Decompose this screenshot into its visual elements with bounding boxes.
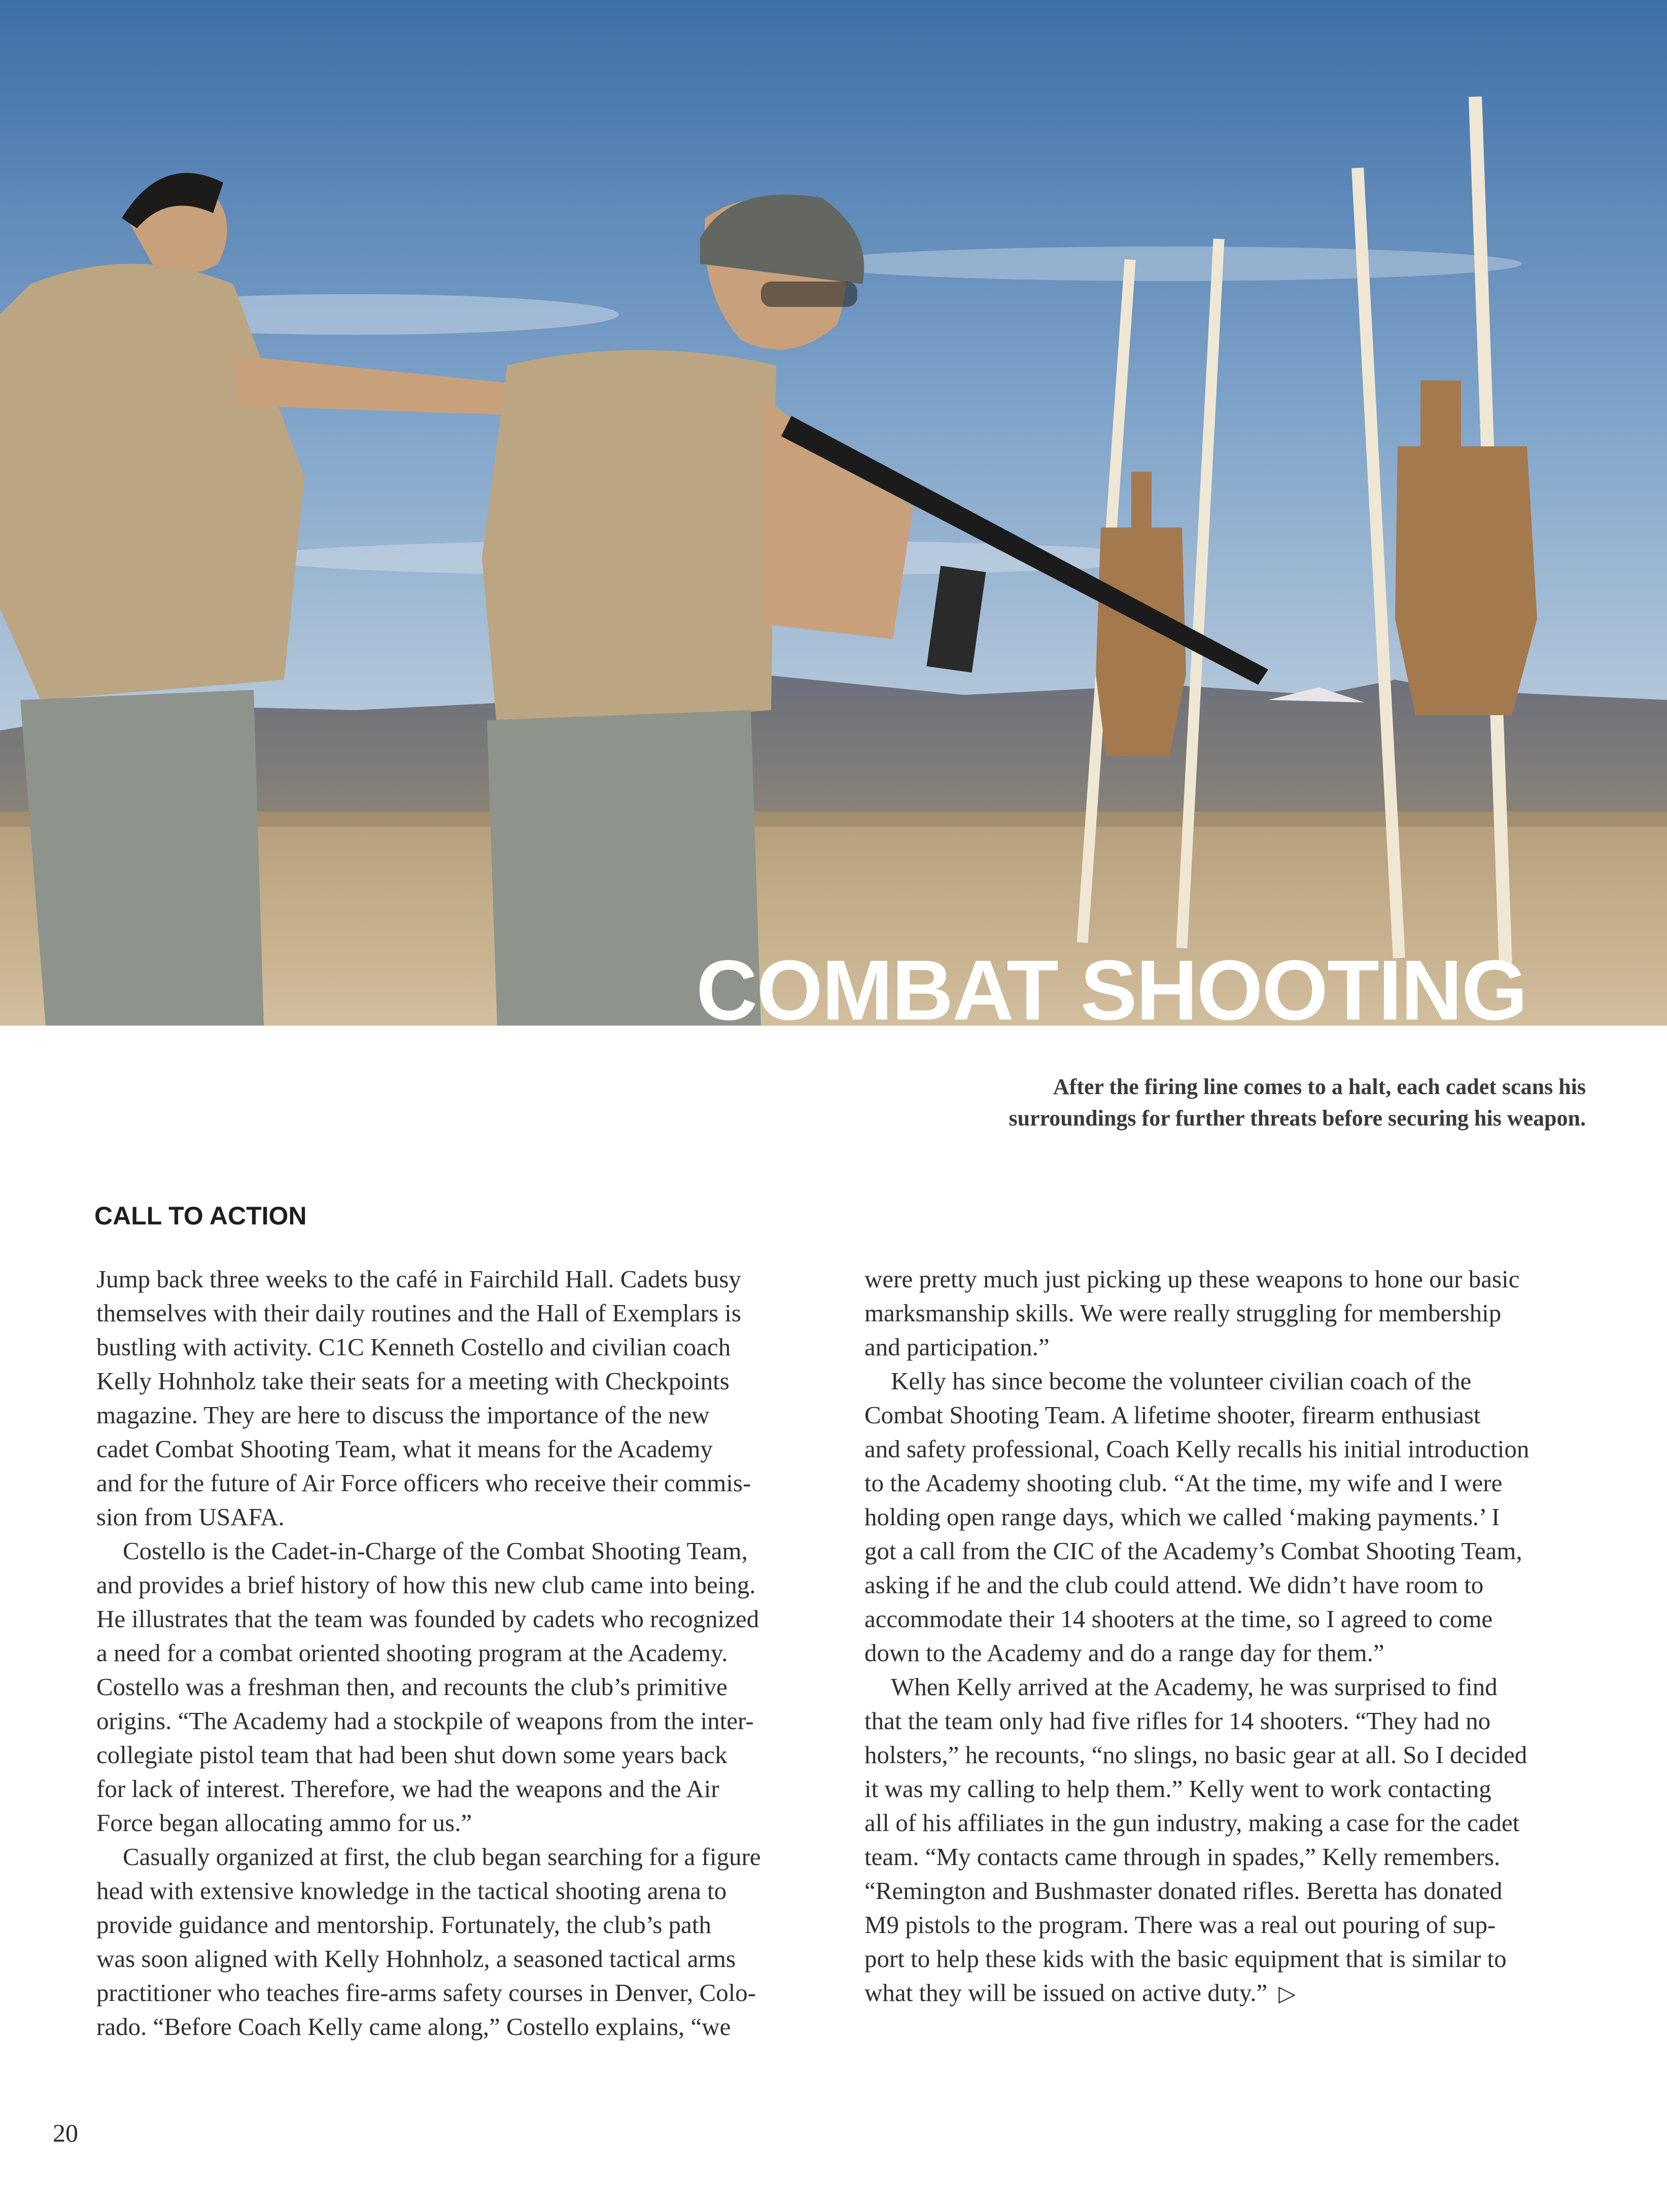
- body-line: Kelly has since become the volunteer civilian coach of the: [891, 1367, 1472, 1395]
- body-line-last: [864, 1976, 1595, 2010]
- caption-line: surroundings for further threats before securing his weapon.: [1009, 1106, 1586, 1131]
- body-line: bustling with activity. C1C Kenneth Costello and civilian coach: [96, 1333, 731, 1361]
- photo-caption: [876, 1071, 1586, 1134]
- body-line: Kelly Hohnholz take their seats for a meeting with Checkpoints: [96, 1367, 730, 1395]
- body-line: origins. “The Academy had a stockpile of weapons from the inter-: [96, 1707, 754, 1735]
- body-line: holding open range days, which we called ‘making payments.’ I: [864, 1503, 1500, 1531]
- body-line: were pretty much just picking up these weapons to hone our basic: [864, 1265, 1520, 1293]
- body-line: port to help these kids with the basic equipment that is similar to: [864, 1945, 1507, 1973]
- body-line: When Kelly arrived at the Academy, he was surprised to find: [891, 1673, 1498, 1701]
- body-line: Jump back three weeks to the café in Fairchild Hall. Cadets busy: [96, 1265, 741, 1293]
- body-line: Combat Shooting Team. A lifetime shooter, firearm enthusiast: [864, 1401, 1481, 1429]
- body-line: Costello is the Cadet-in-Charge of the Combat Shooting Team,: [123, 1537, 748, 1565]
- body-line: practitioner who teaches fire-arms safety courses in Denver, Colo-: [96, 1979, 756, 2007]
- body-line: Force began allocating ammo for us.”: [96, 1809, 472, 1837]
- body-line: and safety professional, Coach Kelly recalls his initial introduction: [864, 1435, 1530, 1463]
- body-line: asking if he and the club could attend. We didn’t have room to: [864, 1571, 1484, 1599]
- body-line: collegiate pistol team that had been shut down some years back: [96, 1741, 727, 1769]
- body-line: and participation.”: [864, 1333, 1050, 1361]
- body-line: rado. “Before Coach Kelly came along,” Costello explains, “we: [96, 2013, 731, 2041]
- body-line: M9 pistols to the program. There was a real out pouring of sup-: [864, 1911, 1496, 1939]
- body-line: He illustrates that the team was founded by cadets who recognized: [96, 1605, 759, 1633]
- hero-photo: [0, 0, 1667, 1026]
- body-line: for lack of interest. Therefore, we had the weapons and the Air: [96, 1775, 719, 1803]
- body-column-right: [864, 1262, 1595, 2010]
- range-scene-illustration: [0, 0, 1667, 1026]
- body-line: that the team only had five rifles for 14 shooters. “They had no: [864, 1707, 1491, 1735]
- body-line: Costello was a freshman then, and recounts the club’s primitive: [96, 1673, 727, 1701]
- body-line: holsters,” he recounts, “no slings, no basic gear at all. So I decided: [864, 1741, 1527, 1769]
- body-line: and for the future of Air Force officers who receive their commis-: [96, 1469, 751, 1497]
- body-line-text: what they will be issued on active duty.”: [864, 1979, 1268, 2007]
- body-line: a need for a combat oriented shooting program at the Academy.: [96, 1639, 728, 1667]
- body-line: provide guidance and mentorship. Fortunately, the club’s path: [96, 1911, 712, 1939]
- caption-line: After the firing line comes to a halt, each cadet scans his: [1053, 1074, 1586, 1099]
- body-line: was soon aligned with Kelly Hohnholz, a seasoned tactical arms: [96, 1945, 736, 1973]
- body-line: head with extensive knowledge in the tactical shooting arena to: [96, 1877, 727, 1905]
- section-heading: CALL TO ACTION: [94, 1202, 307, 1230]
- body-line: team. “My contacts came through in spades,” Kelly remembers.: [864, 1843, 1501, 1871]
- body-line: magazine. They are here to discuss the importance of the new: [96, 1401, 710, 1429]
- body-line: accommodate their 14 shooters at the time, so I agreed to come: [864, 1605, 1493, 1633]
- article-title: COMBAT SHOOTING: [696, 942, 1527, 1026]
- page-number: 20: [53, 2119, 78, 2147]
- body-line: down to the Academy and do a range day for them.”: [864, 1639, 1384, 1667]
- body-line: cadet Combat Shooting Team, what it means for the Academy: [96, 1435, 713, 1463]
- body-line: and provides a brief history of how this new club came into being.: [96, 1571, 756, 1599]
- body-column-left: [96, 1262, 827, 2044]
- body-line: it was my calling to help them.” Kelly went to work contacting: [864, 1775, 1491, 1803]
- body-line: to the Academy shooting club. “At the time, my wife and I were: [864, 1469, 1503, 1497]
- end-of-article-triangle-icon: ▷: [1278, 1981, 1296, 2007]
- body-line: themselves with their daily routines and the Hall of Exemplars is: [96, 1299, 741, 1327]
- body-line: got a call from the CIC of the Academy’s Combat Shooting Team,: [864, 1537, 1522, 1565]
- body-line: all of his affiliates in the gun industry, making a case for the cadet: [864, 1809, 1520, 1837]
- body-line: Casually organized at first, the club began searching for a figure: [123, 1843, 761, 1871]
- body-line: “Remington and Bushmaster donated rifles. Beretta has donated: [864, 1877, 1503, 1905]
- body-line: sion from USAFA.: [96, 1503, 285, 1531]
- body-line: marksmanship skills. We were really struggling for membership: [864, 1299, 1502, 1327]
